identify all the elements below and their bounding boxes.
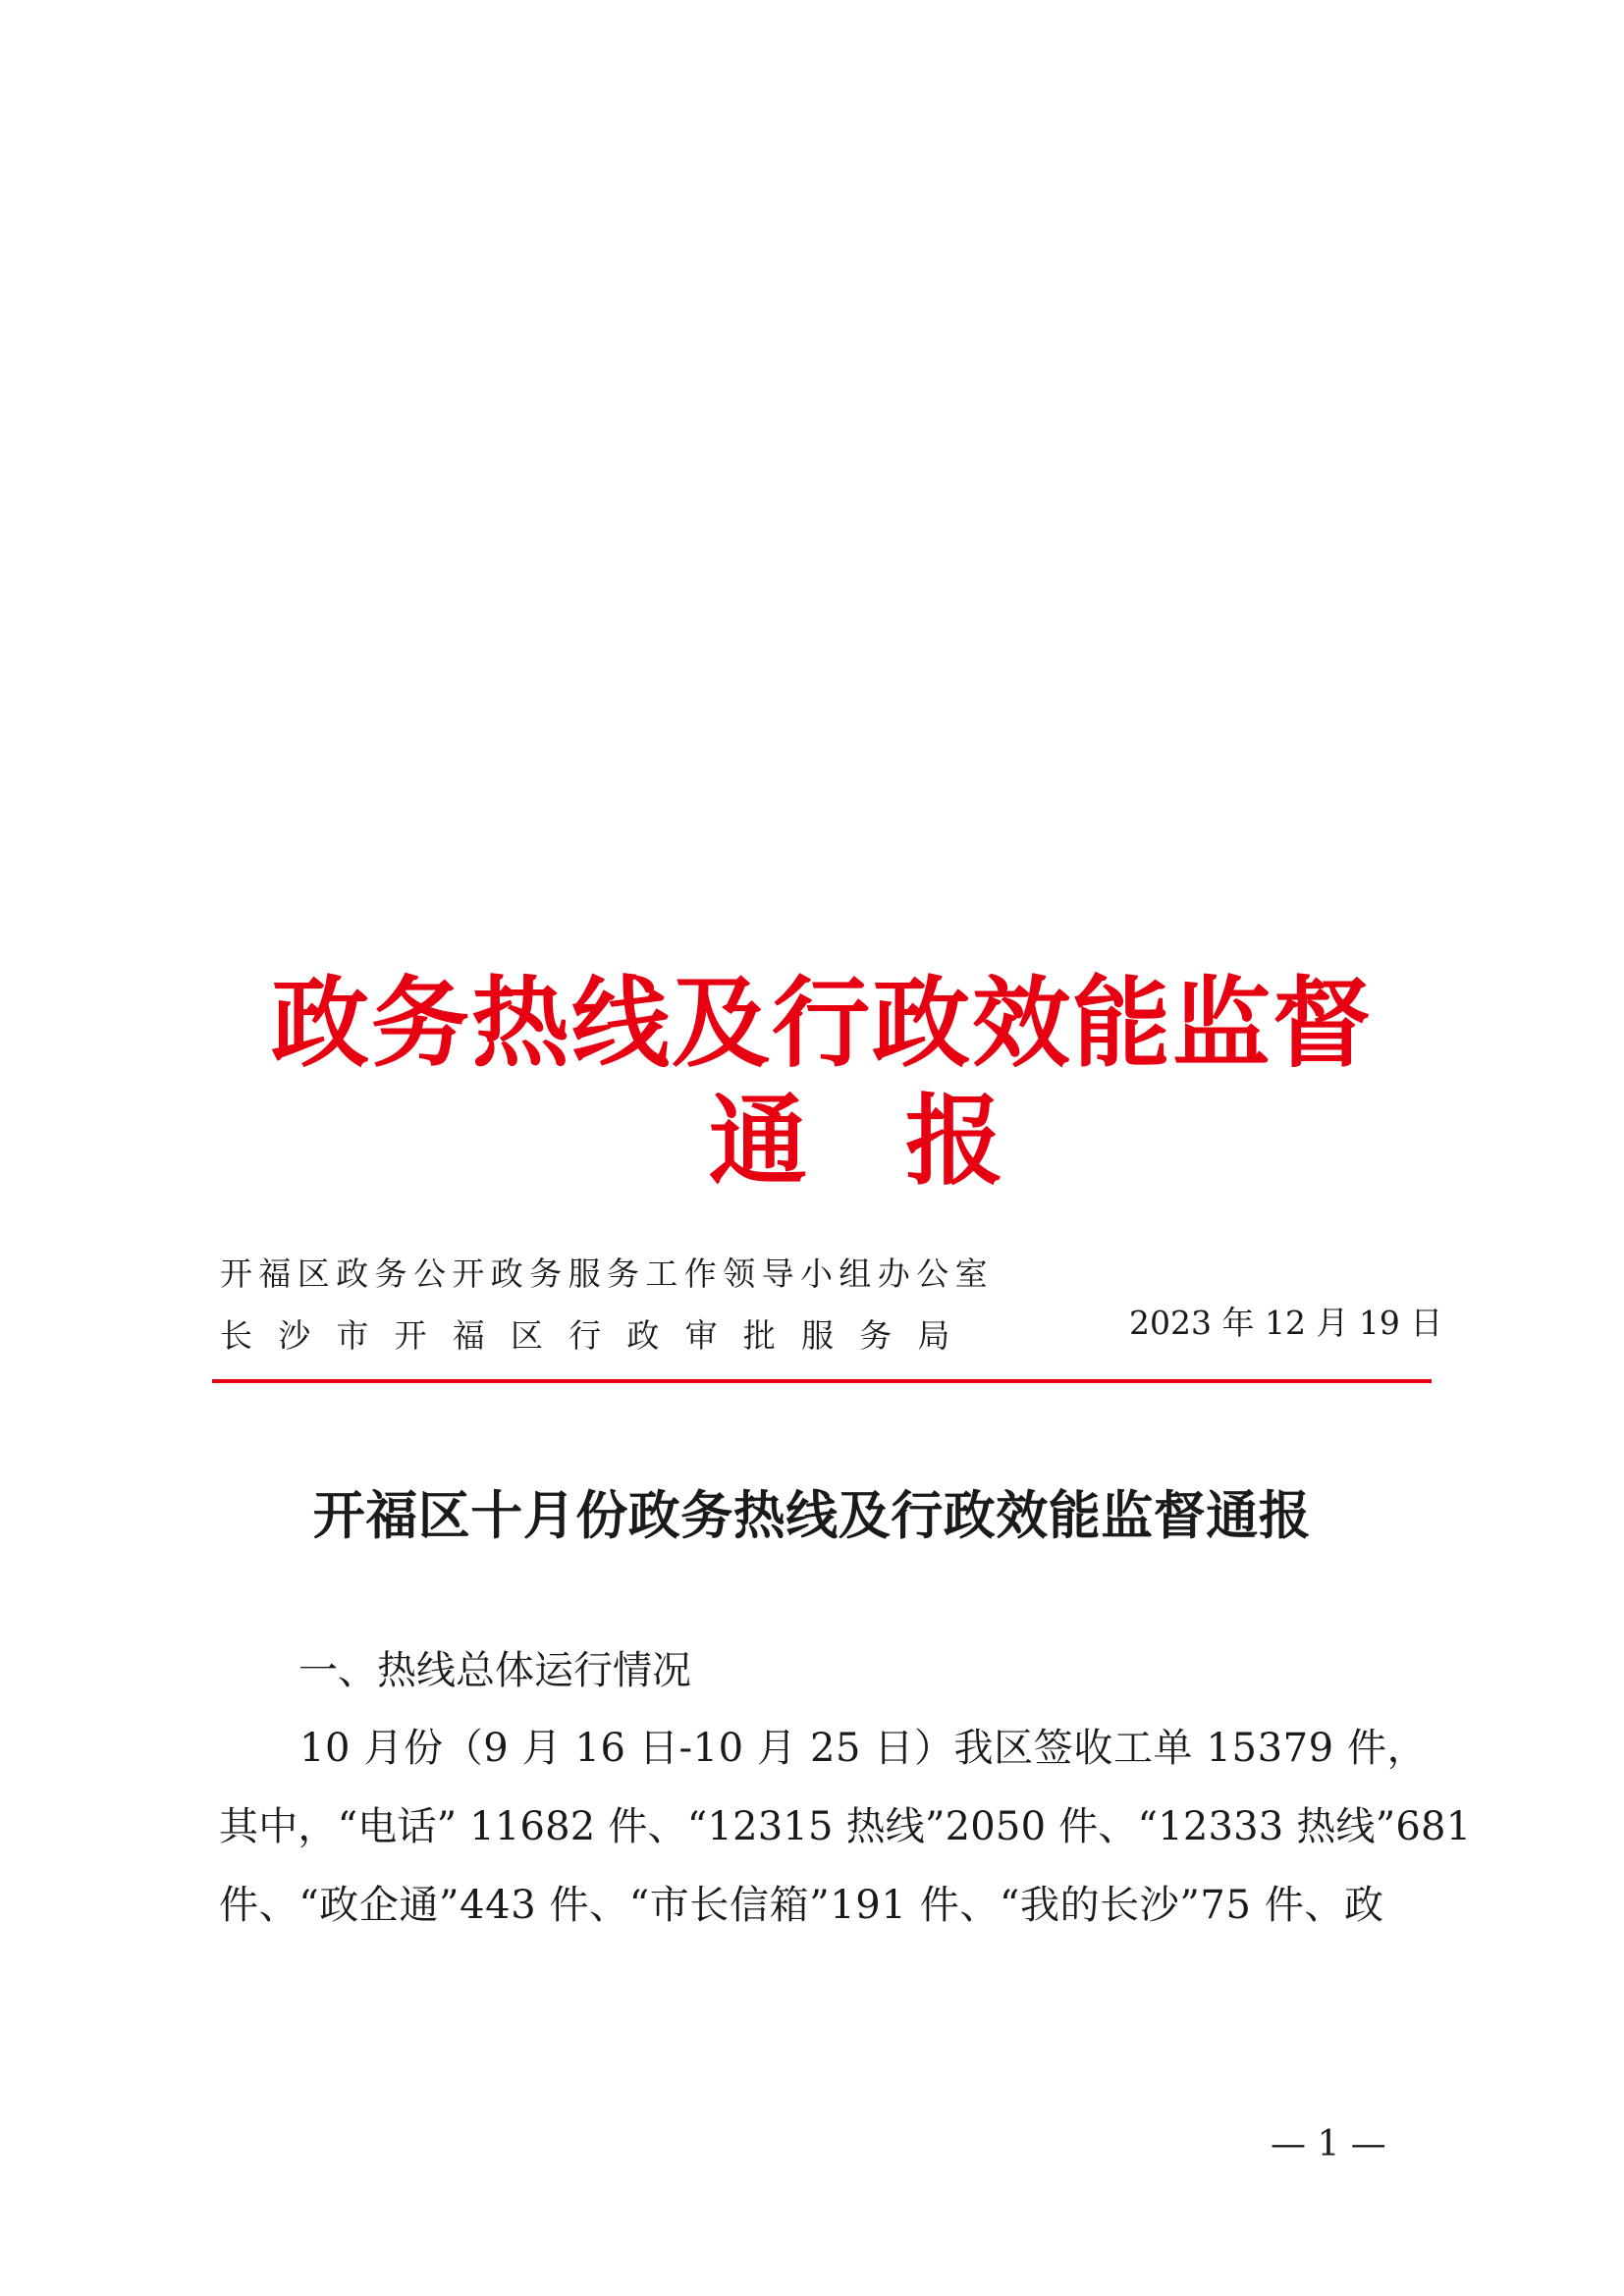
document-title: 开福区十月份政务热线及行政效能监督通报 bbox=[312, 1485, 1312, 1546]
body-text-line: 10 月份（9 月 16 日-10 月 25 日）我区签收工单 15379 件， bbox=[299, 1726, 1428, 1771]
body-text-line: 其中，“电话” 11682 件、“12315 热线”2050 件、“12333 热线”681 bbox=[219, 1804, 1472, 1849]
masthead-title-line2: 通报 bbox=[709, 1083, 1102, 1199]
red-separator-rule bbox=[212, 1379, 1432, 1383]
section-heading: 一、热线总体运行情况 bbox=[298, 1648, 691, 1693]
page-number: — 1 — bbox=[1271, 2124, 1386, 2164]
masthead-title-line1: 政务热线及行政效能监督 bbox=[271, 965, 1373, 1081]
issuer-bureau: 长沙市开福区行政审批服务局 bbox=[220, 1316, 976, 1355]
body-text-line: 件、“政企通”443 件、“市长信箱”191 件、“我的长沙”75 件、政 bbox=[219, 1883, 1384, 1928]
issuer-office: 开福区政务公开政务服务工作领导小组办公室 bbox=[220, 1255, 994, 1293]
issue-date: 2023 年 12 月 19 日 bbox=[1129, 1304, 1443, 1342]
